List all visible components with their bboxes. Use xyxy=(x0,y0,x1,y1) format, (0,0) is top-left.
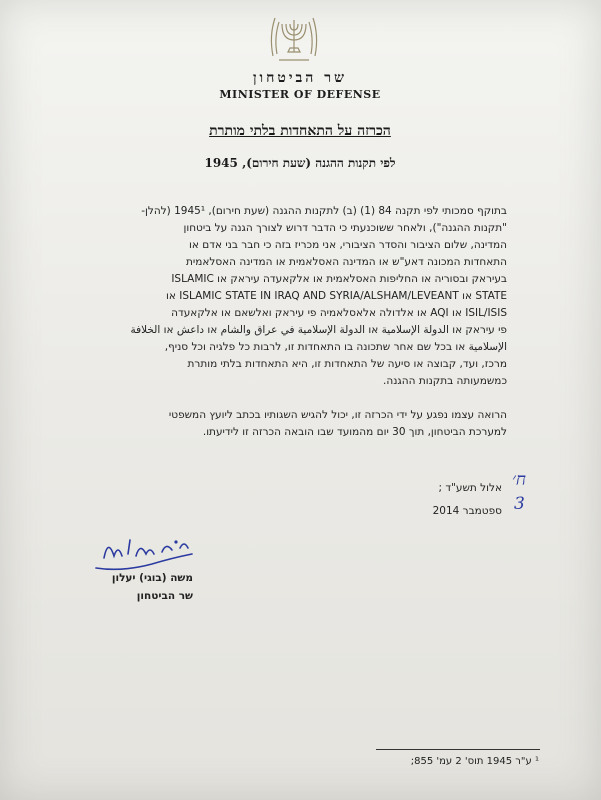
body-line: בעיראק ובסוריה או החליפות האסלאמית או אלקאעדה עיראק או ISLAMIC xyxy=(171,273,507,285)
body-line: פי עיראק או الدولة الإسلامية או الدولة الإسلامية في عراق والشام או داعش או الخلافة xyxy=(130,324,507,336)
signatory-title: שר הביטחון xyxy=(136,590,193,602)
body-line: ISIL/ISIS או AQI או אלדולה אלאסלאמיה פי עיראק ואלשאם או אלקאעדה xyxy=(171,307,507,319)
body-line: בתוקף סמכותי לפי תקנה 84 (1) (ב) לתקנות ההגנה (שעת חירום), 1945¹ (להלן- xyxy=(141,205,507,217)
body-line: התאחדות המכונה דאע"ש או המדינה האסלאמית או המדינה האסלאמית xyxy=(185,256,507,268)
gregorian-day-handwritten: 3 xyxy=(514,494,525,514)
document-subtitle: לפי תקנות ההגנה (שעת חירום), 1945 xyxy=(204,156,396,170)
body-line: למערכת הביטחון, תוך 30 יום מהמועד שבו הובאה הכרזה זו לידיעתו. xyxy=(202,426,507,438)
handwritten-signature xyxy=(92,528,202,578)
body-line: الإسلامية או בכל שם אחר שתכונה בו התאחדות זו, לרבות כל פלגיה וכל סניף, xyxy=(164,341,507,353)
body-line: כמשמעותה בתקנות ההגנה. xyxy=(383,375,507,387)
header-hebrew: שר הביטחון xyxy=(252,70,348,86)
body-line: מרכז, ועד, קבוצה או סיעה של התאחדות זו, היא התאחדות בלתי מותרת xyxy=(187,358,507,370)
body-line: STATE או ISLAMIC STATE IN IRAQ AND SYRIA/ALSHAM/LEVEANT או xyxy=(166,290,507,302)
header-english: MINISTER OF DEFENSE xyxy=(219,88,381,101)
footnote: ¹ ע"ר 1945 תוס' 2 עמ' 855; xyxy=(410,756,539,767)
signatory-name: משה (בוגי) יעלון xyxy=(111,572,193,584)
menorah-emblem-icon xyxy=(265,6,323,66)
footnote-divider xyxy=(376,749,540,750)
document-title: הכרזה על התאחדות בלתי מותרת xyxy=(209,123,391,139)
gregorian-date-label: ספטמבר 2014 xyxy=(432,505,502,517)
hebrew-day-handwritten: ח׳ xyxy=(512,470,526,490)
body-line: המדינה, שלום הציבור והסדר הציבורי, אני מכריז בזה כי חבר בני אדם או xyxy=(189,239,507,251)
hebrew-date-label: אלול תשע"ד ; xyxy=(438,482,502,494)
body-line: הרואה עצמו נפגע על ידי הכרזה זו, יכול להגיש השגותיו בכתב ליועץ המשפטי xyxy=(168,409,507,421)
body-line: "תקנות ההגנה"), ולאחר ששוכנעתי כי הדבר דרוש לצורך הגנה על ביטחון xyxy=(183,222,507,234)
